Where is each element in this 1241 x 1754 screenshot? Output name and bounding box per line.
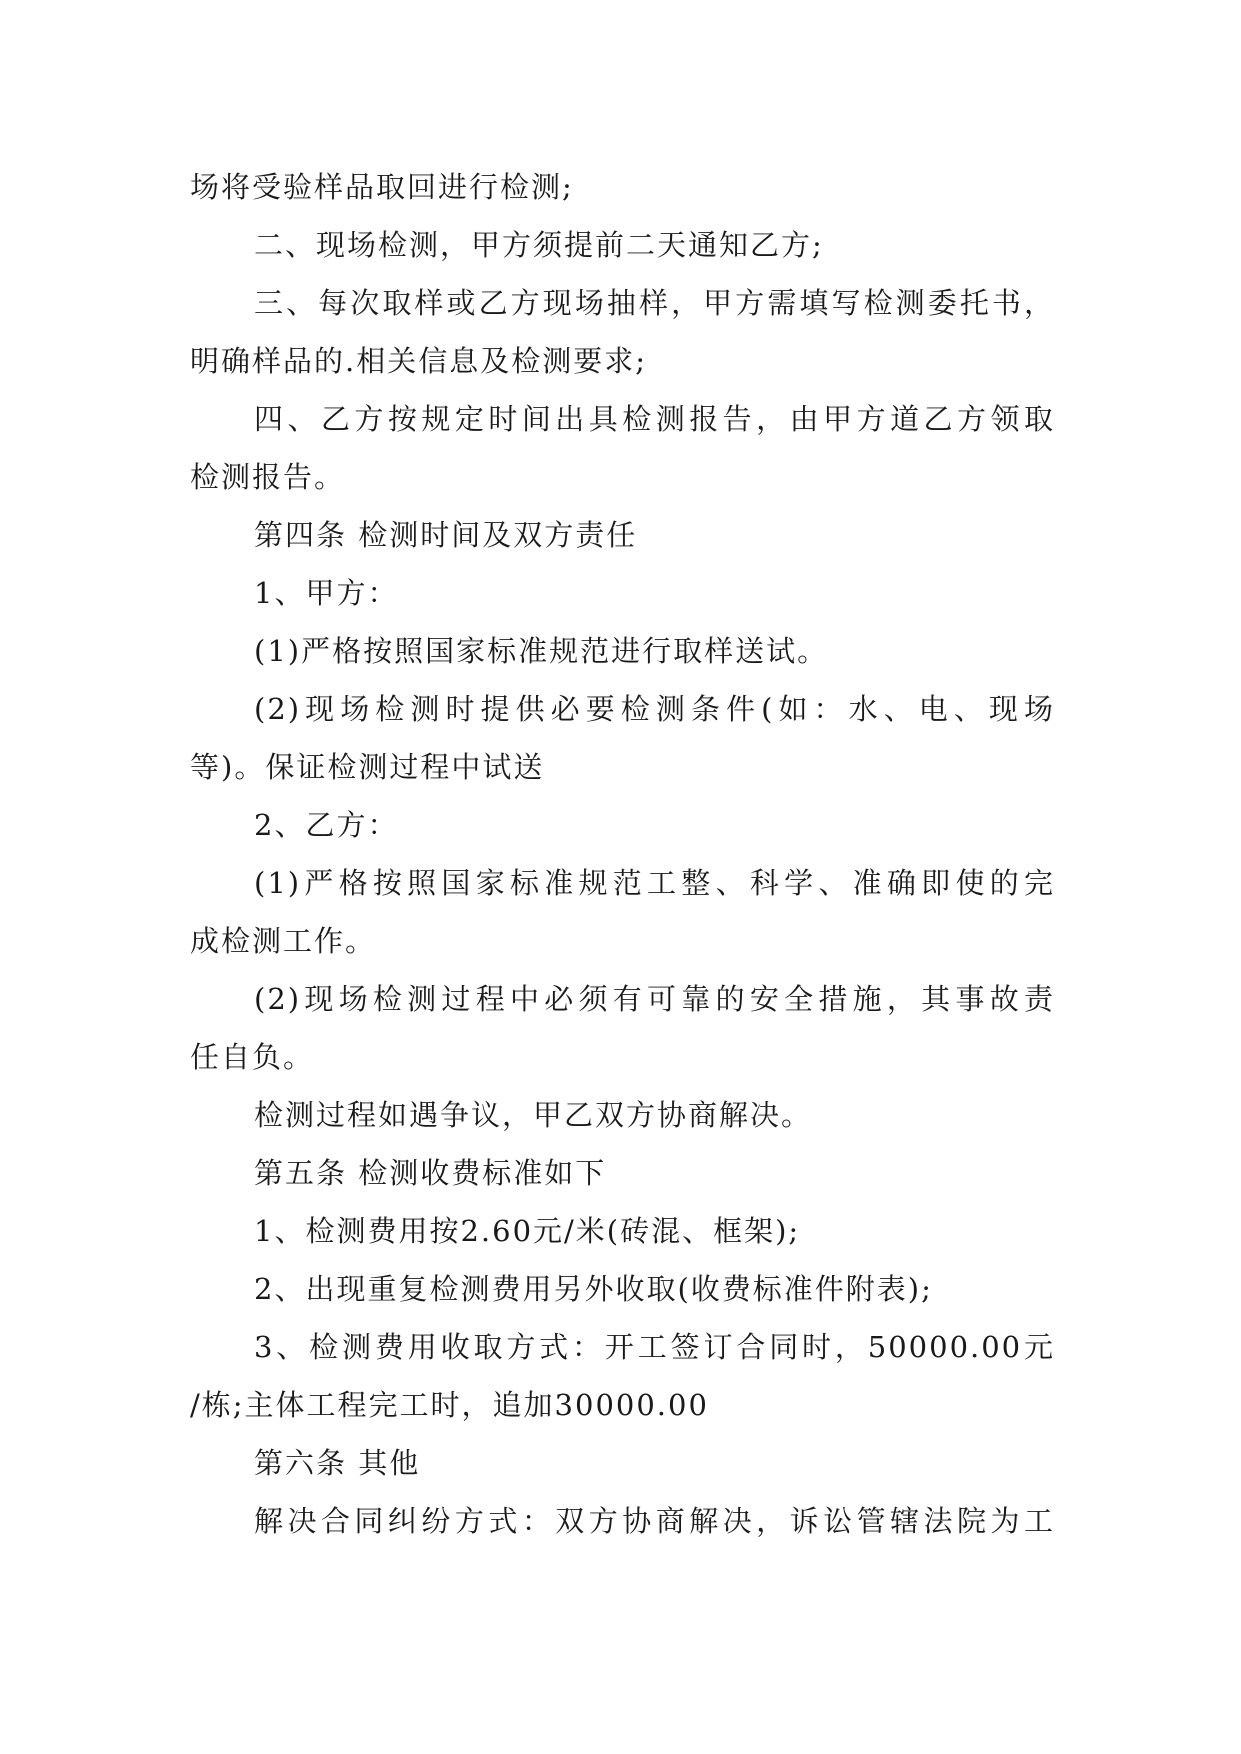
text-line: 第五条 检测收费标准如下	[254, 1156, 607, 1190]
text-line: (2)现场检测过程中必须有可靠的安全措施，其事故责	[254, 982, 1055, 1016]
text-line: 任自负。	[190, 1040, 315, 1074]
text-line: 四、乙方按规定时间出具检测报告，由甲方道乙方领取	[254, 402, 1055, 436]
text-line: 2、出现重复检测费用另外收取(收费标准件附表);	[254, 1272, 933, 1306]
text-line: 成检测工作。	[190, 924, 377, 958]
text-line: 检测报告。	[190, 460, 346, 494]
document-body	[190, 158, 1055, 1550]
text-line: 三、每次取样或乙方现场抽样，甲方需填写检测委托书，	[254, 286, 1055, 320]
text-line: 等)。保证检测过程中试送	[190, 750, 545, 784]
text-line: 解决合同纠纷方式：双方协商解决，诉讼管辖法院为工	[254, 1504, 1055, 1538]
text-line: (2)现场检测时提供必要检测条件(如：水、电、现场	[254, 692, 1055, 726]
text-line: 检测过程如遇争议，甲乙双方协商解决。	[254, 1098, 813, 1132]
text-line: 第六条 其他	[254, 1446, 421, 1480]
text-line: (1)严格按照国家标准规范进行取样送试。	[254, 634, 829, 668]
text-line: 3、检测费用收取方式：开工签订合同时，50000.00元	[254, 1330, 1055, 1364]
text-line: 明确样品的.相关信息及检测要求;	[190, 344, 647, 378]
text-line: (1)严格按照国家标准规范工整、科学、准确即使的完	[254, 866, 1055, 900]
text-line: 1、甲方：	[254, 576, 399, 610]
text-line: 2、乙方：	[254, 808, 399, 842]
text-line: 二、现场检测，甲方须提前二天通知乙方;	[254, 228, 824, 262]
text-line: 第四条 检测时间及双方责任	[254, 518, 638, 552]
text-line: 1、检测费用按2.60元/米(砖混、框架);	[254, 1214, 801, 1248]
text-line: 场将受验样品取回进行检测;	[190, 170, 574, 204]
text-line: /栋;主体工程完工时，追加30000.00	[190, 1388, 709, 1422]
